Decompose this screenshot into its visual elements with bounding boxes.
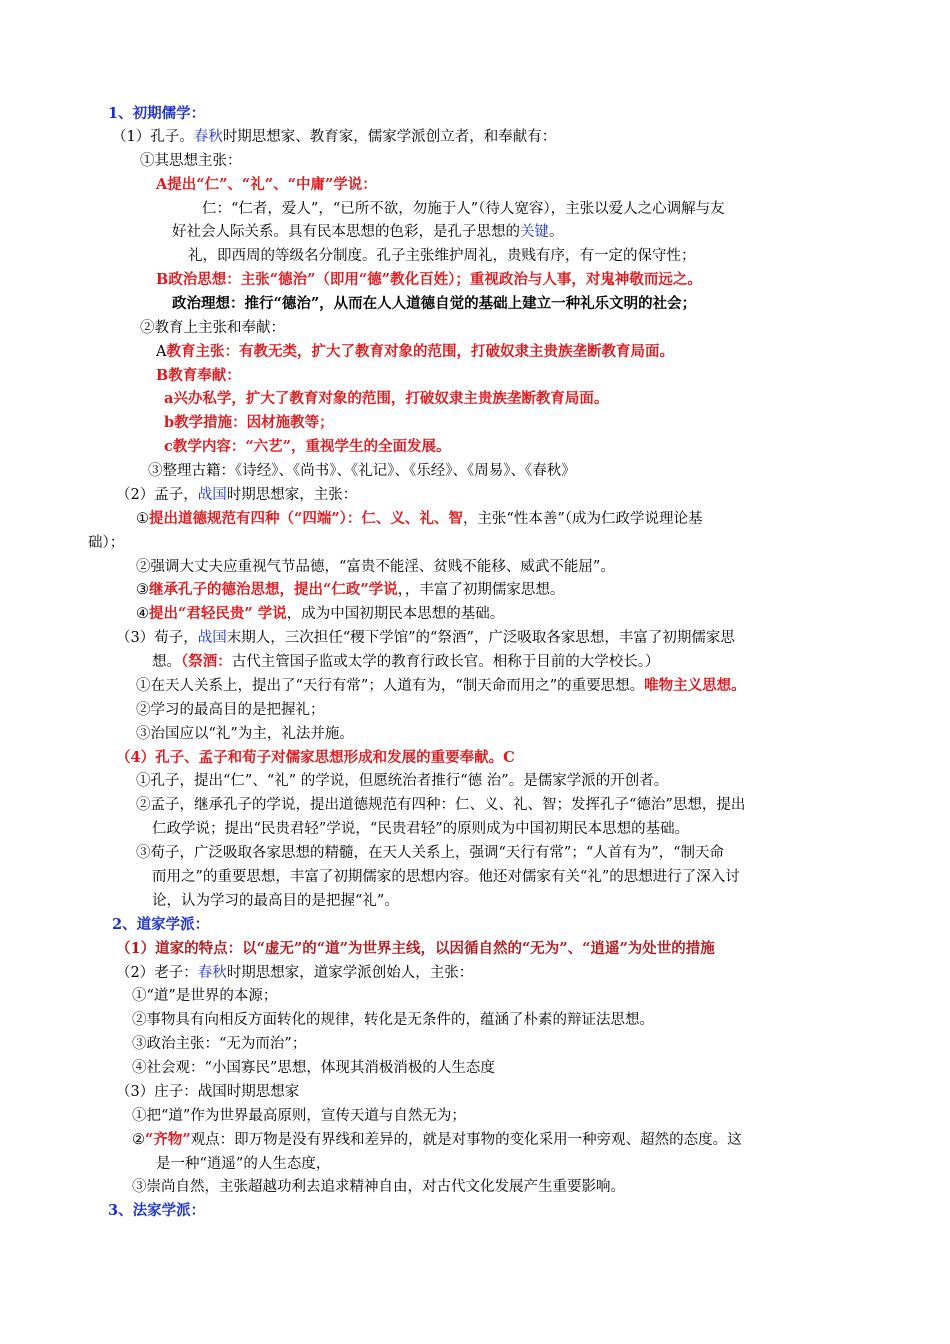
doc-line (132, 1058, 495, 1078)
text-span: ①孔子，提出“仁”、“礼” 的学说，但愿统治者推行“德 治”。是儒家学派的开创者。 (136, 773, 669, 789)
text-span: 仁：“仁者，爱人”，“已所不欲，勿施于人”（待人宽容），主张以爱人之心调解与友 (202, 201, 725, 217)
doc-line (152, 652, 660, 672)
doc-line (152, 891, 399, 911)
doc-line (136, 724, 354, 744)
doc-line (116, 939, 715, 959)
doc-line (164, 389, 608, 409)
text-span: 唯物主义思想。 (644, 677, 746, 694)
text-span: ①“道”是世界的本源； (132, 988, 278, 1004)
text-span: （2）老子： (116, 965, 198, 981)
text-span: 2、道家学派： (112, 916, 210, 933)
text-span: ②孟子，继承孔子的学说，提出道德规范有四种：仁、义、礼、智；发挥孔子“德治”思想，提出 (136, 797, 746, 813)
text-span: 末期人，三次担任“稷下学馆”的“祭酒”，广泛吸取各家思想，丰富了初期儒家思 (226, 630, 735, 646)
text-span: 提出道德规范有四种（“四端”）：仁、义、礼、智 (149, 510, 463, 527)
text-span: 政治理想：推行“德治”，从而在人人道德自觉的基础上建立一种礼乐文明的社会； (172, 295, 697, 312)
text-span: （4）孔子、孟子和荀子对儒家思想形成和发展的重要奉献。C (116, 749, 515, 766)
doc-line (136, 676, 746, 696)
text-span: （1）孔子。 (112, 129, 194, 145)
doc-line (116, 963, 473, 983)
text-span: 时期思想家、教育家，儒家学派创立者，和奉献有： (222, 129, 557, 145)
text-span: B政治思想：主张“德治”（即用“德”教化百姓）；重视政治与人事，对鬼神敬而远之。 (156, 271, 702, 288)
doc-line (116, 748, 515, 768)
text-span: 战国 (197, 630, 227, 646)
doc-line (172, 222, 564, 242)
text-span: 战国 (197, 487, 227, 503)
doc-line (148, 461, 576, 481)
doc-line (156, 175, 377, 195)
doc-line (136, 843, 724, 863)
text-span: （2）孟子， (116, 487, 198, 503)
doc-line (116, 485, 357, 505)
text-span: ②学习的最高目的是把握礼； (136, 702, 325, 718)
doc-line (132, 1106, 466, 1126)
doc-line (156, 1154, 330, 1174)
doc-line (152, 819, 689, 839)
doc-line (112, 915, 209, 935)
doc-line (156, 270, 702, 290)
doc-line (156, 342, 674, 362)
doc-line (116, 1082, 299, 1102)
text-span: ③崇尚自然，主张超越功利去追求精神自由，对古代文化发展产生重要影响。 (132, 1179, 625, 1195)
text-span: 古代主管国子监或太学的教育行政长官。相称于目前的大学校长。） (231, 654, 660, 670)
doc-line (140, 318, 285, 338)
text-span: 关键 (520, 224, 549, 240)
text-span: ，成为中国初期民本思想的基础。 (286, 606, 505, 622)
text-span: ③荀子，广泛吸取各家思想的精髓，在天人关系上，强调“天行有常”；“人首有为”，“制天命 (136, 845, 725, 861)
doc-line (136, 700, 325, 720)
doc-line (188, 246, 696, 266)
doc-line (172, 294, 696, 314)
text-span: 继承孔子的德治思想，提出“仁政”学说 (149, 581, 398, 598)
text-span: ② (132, 1132, 145, 1148)
text-span: ③整理古籍：《诗经》、《尚书》、《礼记》、《乐经》、《周易》、《春秋》 (148, 463, 576, 479)
text-span: 是一种“逍遥”的人生态度， (156, 1156, 331, 1172)
doc-line (88, 533, 124, 553)
text-span: 观点：即万物是没有界线和差异的，就是对事物的变化采用一种旁观、超然的态度。这 (190, 1132, 742, 1148)
text-span: ，主张“性本善”（成为仁政学说理论基 (462, 511, 703, 527)
doc-line (132, 986, 277, 1006)
doc-line (136, 604, 504, 624)
doc-line (152, 867, 740, 887)
text-span: 时期思想家，主张： (226, 487, 358, 503)
text-span: ①在天人关系上，提出了“天行有常”；人道有为，“制天命而用之”的重要思想。 (136, 678, 645, 694)
doc-line (132, 1177, 625, 1197)
text-span: 而用之”的重要思想，丰富了初期儒家的思想内容。他还对儒家有关“礼”的思想进行了深入讨 (152, 869, 740, 885)
text-span: b教学措施：因材施教等； (164, 414, 334, 431)
doc-line (136, 580, 564, 600)
doc-line (136, 557, 615, 577)
text-span: “齐物” (145, 1131, 191, 1148)
doc-line (132, 1034, 306, 1054)
text-span: ，，丰富了初期儒家思想。 (397, 582, 565, 598)
text-span: 时期思想家，道家学派创始人，主张： (226, 965, 474, 981)
doc-line (132, 1130, 742, 1150)
text-span: a兴办私学，扩大了教育对象的范围，打破奴隶主贵族垄断教育局面。 (164, 390, 609, 407)
text-span: 3、法家学派： (108, 1202, 206, 1219)
text-span: ②强调大丈夫应重视气节品德，“富贵不能淫、贫贱不能移、威武不能屈”。 (136, 559, 615, 575)
doc-line (164, 413, 334, 433)
text-span: 论，认为学习的最高目的是把握“礼”。 (152, 893, 399, 909)
doc-line (140, 151, 242, 171)
doc-line (136, 509, 703, 529)
doc-line (164, 437, 451, 457)
text-span: ④ (136, 606, 149, 622)
text-span: ③治国应以“礼”为主，礼法并施。 (136, 726, 354, 742)
doc-line (156, 366, 241, 386)
doc-line (136, 795, 745, 815)
text-span: ②事物具有向相反方面转化的规律，转化是无条件的，蕴涵了朴素的辩证法思想。 (132, 1012, 654, 1028)
text-span: 。 (549, 224, 564, 240)
text-span: （祭酒： (181, 653, 232, 670)
doc-line (108, 1201, 205, 1221)
text-span: 春秋 (197, 965, 227, 981)
doc-line (132, 1010, 654, 1030)
text-span: （3）荀子， (116, 630, 198, 646)
doc-line (116, 628, 735, 648)
doc-line (108, 104, 205, 124)
text-span: （3）庄子：战国时期思想家 (116, 1084, 300, 1100)
text-span: 想。 (152, 654, 181, 670)
text-span: B教育奉献： (156, 367, 241, 384)
text-span: ②教育上主张和奉献： (140, 320, 285, 336)
text-span: 础）； (88, 535, 125, 551)
doc-line (136, 771, 668, 791)
text-span: 提出“君轻民贵” 学说 (149, 605, 287, 622)
text-span: ①其思想主张： (140, 153, 242, 169)
text-span: 好社会人际关系。具有民本思想的色彩，是孔子思想的 (172, 224, 520, 240)
text-span: 1、初期儒学： (108, 105, 206, 122)
text-span: 礼，即西周的等级名分制度。孔子主张维护周礼，贵贱有序，有一定的保守性； (188, 248, 696, 264)
text-span: ③ (136, 582, 149, 598)
text-span: ④社会观：“小国寡民”思想，体现其消极消极的人生态度 (132, 1060, 495, 1076)
text-span: 教育主张：有教无类，扩大了教育对象的范围，打破奴隶主贵族垄断教育局面。 (166, 343, 674, 360)
text-span: 仁政学说；提出“民贵君轻”学说，“民贵君轻”的原则成为中国初期民本思想的基础。 (152, 821, 690, 837)
text-span: ①把“道”作为世界最高原则，宣传天道与自然无为； (132, 1108, 466, 1124)
text-span: A提出“仁”、“礼”、“中庸”学说： (156, 176, 377, 193)
text-span: ① (136, 511, 149, 527)
text-span: （1）道家的特点：以“虚无”的“道”为世界主线，以因循自然的“无为”、“逍遥”为处世的措施 (116, 940, 715, 957)
text-span: A (156, 344, 167, 360)
text-span: 春秋 (193, 129, 223, 145)
text-span: c教学内容：“六艺”，重视学生的全面发展。 (164, 438, 451, 455)
doc-line (112, 127, 556, 147)
text-span: ③政治主张：“无为而治”； (132, 1036, 307, 1052)
doc-line (202, 199, 725, 219)
